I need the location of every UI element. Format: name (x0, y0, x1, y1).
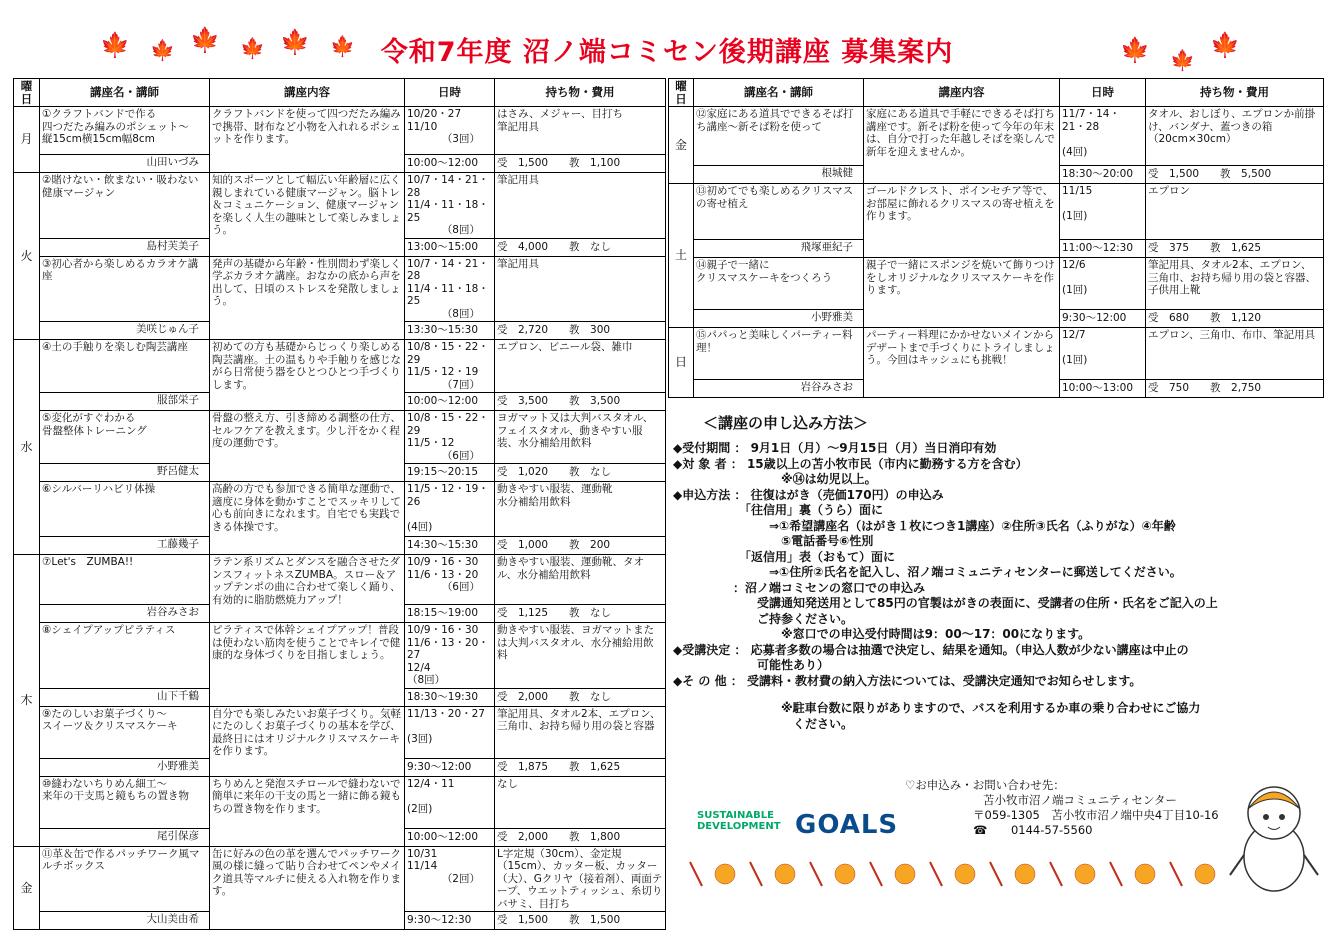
course-time: 9:30～12:00 (1060, 310, 1146, 328)
course-time: 18:30～20:00 (1060, 166, 1146, 184)
course-dates (1060, 328, 1146, 380)
course-fee: 受 3,500 教 3,500 (495, 393, 666, 411)
course-time: 10:00～12:00 (405, 828, 495, 846)
maple-leaf-icon: 🍁 (1210, 31, 1240, 59)
course-row (669, 107, 1324, 166)
course-name: ①クラフトバンドで作る 四つだたみ編みのポシェット～ 縦15cm横15cm幅8cm (40, 107, 210, 155)
course-content: ラテン系リズムとダンスを融合させたダンスフィットネスZUMBA。スロー＆アップテンポの曲に合わせて楽しく踊り、有効的に脂肪燃焼力アップ！ (210, 555, 405, 623)
course-fee: 受 1,500 教 1,100 (495, 155, 666, 173)
day-cell: 水 (14, 340, 40, 555)
course-time: 18:30～19:30 (405, 688, 495, 706)
course-date-list: 10/31 11/14 (407, 847, 438, 872)
application-line: 「往信用」裏（うら）面に (673, 503, 884, 517)
course-session-count: （2回） (441, 872, 480, 885)
course-fee: 受 1,500 教 1,500 (495, 912, 666, 930)
course-row (14, 846, 666, 912)
course-fee: 受 2,000 教 なし (495, 688, 666, 706)
course-items: 筆記用具 (495, 256, 666, 322)
course-dates (405, 173, 495, 239)
day-cell: 金 (14, 846, 40, 930)
course-content: 家庭にある道具で手軽にできるそば打ち講座です。新そば粉を使って今年の年末は、自分で打った年越しそばを楽しんで新年を迎えませんか。 (864, 107, 1060, 184)
course-items: なし (495, 776, 666, 828)
maple-leaf-icon: 🍁 (150, 38, 175, 62)
application-line: ご持参ください。 (673, 611, 854, 626)
col-header-content: 講座内容 (210, 79, 405, 107)
course-dates (405, 411, 495, 464)
course-dates (1060, 107, 1146, 166)
course-name: ⑦Let's ZUMBA!! (40, 555, 210, 605)
course-dates (405, 340, 495, 393)
course-date-list: 12/4・11 (2回) (407, 777, 455, 815)
col-header-day: 曜日 (14, 79, 40, 107)
course-time: 14:30～15:30 (405, 537, 495, 555)
course-fee: 受 1,500 教 5,500 (1146, 166, 1324, 184)
sdgs-goals: GOALS (795, 810, 899, 840)
course-name: ⑩縫わないちりめん細工～ 来年の干支馬と鏡もちの置き物 (40, 776, 210, 828)
course-time: 10:00～12:00 (405, 155, 495, 173)
course-session-count: （7回） (441, 378, 480, 391)
col-header-date: 日時 (405, 79, 495, 107)
course-content: 缶に好みの色の革を選んでパッチワーク風の様に縫って貼り合わせてペンやメイク道具等マルチに使える入れ物を作ります。 (210, 846, 405, 930)
course-time: 18:15～19:00 (405, 605, 495, 623)
course-time: 13:00～15:00 (405, 238, 495, 256)
course-fee: 受 4,000 教 なし (495, 238, 666, 256)
col-header-date: 日時 (1060, 79, 1146, 107)
application-line: ⇒①希望講座名（はがき１枚につき1講座）②住所③氏名（ふりがな）④年齢 (673, 518, 1176, 533)
course-teacher: 山下千鶴 (40, 688, 210, 706)
course-teacher: 岩谷みさお (40, 605, 210, 623)
course-content: 自分でも楽しみたいお菓子づくり。気軽にたのしくお菓子づくりの基本を学び、最終日にはオリジナルクリスマスケーキを作ります。 (210, 706, 405, 776)
course-fee: 受 1,875 教 1,625 (495, 758, 666, 776)
course-dates (405, 623, 495, 689)
course-items: 筆記用具、タオル2本、エプロン、三角巾、お持ち帰り用の袋と容器、子供用上靴 (1146, 258, 1324, 310)
course-teacher: 飛塚亜紀子 (694, 240, 864, 258)
course-time: 10:00～12:00 (405, 393, 495, 411)
course-name: ⑭親子で一緒に クリスマスケーキをつくろう (694, 258, 864, 310)
sdgs-line1: SUSTAINABLE (697, 810, 774, 821)
sdgs-logo (697, 810, 897, 842)
application-line: ※駐車台数に限りがありますので、バスを利用するか車の乗り合わせにご協力 (673, 701, 1201, 715)
page-title: 令和7年度 沼ノ端コミセン後期講座 募集案内 (380, 37, 954, 68)
course-dates (405, 256, 495, 322)
col-header-content: 講座内容 (864, 79, 1060, 107)
course-teacher: 野呂健太 (40, 464, 210, 482)
course-items: 動きやすい服装、運動靴 水分補給用飲料 (495, 482, 666, 537)
phone-icon: ☎ (973, 823, 991, 837)
course-session-count: （8回） (441, 224, 480, 236)
course-fee: 受 680 教 1,120 (1146, 310, 1324, 328)
course-teacher: 山田いづみ (40, 155, 210, 173)
course-teacher: 工藤幾子 (40, 537, 210, 555)
course-date-list: 10/8・15・22・29 11/5・12 (407, 412, 489, 449)
course-fee: 受 1,125 教 なし (495, 605, 666, 623)
course-content: 発声の基礎から年齢・性別問わず楽しく学ぶカラオケ講座。おなかの底から声を出して、日頃のストレスを発散しましょう。 (210, 256, 405, 340)
course-items: エプロン (1146, 184, 1324, 240)
day-cell: 木 (14, 555, 40, 847)
contact-org: 苫小牧市沼ノ端コミュニティセンター (983, 793, 1177, 807)
course-content: ちりめんと発泡スチロールで縫わないで簡単に来年の干支の馬と一緒に飾る鏡もちの置き物を作ります。 (210, 776, 405, 846)
course-teacher: 島村芙美子 (40, 238, 210, 256)
maple-leaf-icon: 🍁 (1120, 36, 1150, 64)
contact-phone-row (905, 823, 1225, 838)
course-content: 知的スポーツとして幅広い年齢層に広く親しまれている健康マージャン。脳トレ＆コミュニケーション、健康マージャンを楽しく人生の趣味として楽しみましょう。 (210, 173, 405, 257)
course-date-list: 10/9・16・30 11/6・13・20 (407, 556, 479, 581)
course-time: 10:00～13:00 (1060, 380, 1146, 398)
course-date-list: 10/8・15・22・29 11/5・12・19 (407, 341, 489, 378)
course-items: 筆記用具、タオル2本、エプロン、三角巾、お持ち帰り用の袋と容器 (495, 706, 666, 758)
application-line: ◆対 象 者 ： 15歳以上の苫小牧市民（市内に勤務する方を含む） (673, 456, 1028, 471)
course-dates (405, 846, 495, 912)
course-content: 親子で一緒にスポンジを焼いて飾りつけをしオリジナルなクリスマスケーキを作ります。 (864, 258, 1060, 328)
right-course-table (668, 78, 1324, 398)
mascot-illustration (1228, 775, 1320, 895)
course-dates (1060, 184, 1146, 240)
course-items: 動きやすい服装、運動靴、タオル、水分補給用飲料 (495, 555, 666, 605)
course-fee: 受 2,720 教 300 (495, 322, 666, 340)
application-line: ◆受付期間 ： 9月1日（月）～9月15日（月）当日消印有効 (673, 441, 997, 455)
course-content: パーティー料理にかかせないメインからデザートまで手づくりにトライしましょう。今回はキッシュにも挑戦！ (864, 328, 1060, 398)
course-row (14, 555, 666, 605)
course-items: エプロン、三角巾、布巾、筆記用具 (1146, 328, 1324, 380)
course-teacher: 小野雅美 (694, 310, 864, 328)
application-line: ※⑭は幼児以上。 (673, 472, 877, 486)
course-content: ゴールドクレスト、ポインセチア等で、お部屋に飾れるクリスマスの寄せ植えを作ります。 (864, 184, 1060, 258)
maple-leaf-icon: 🍁 (240, 36, 265, 60)
course-fee: 受 1,020 教 なし (495, 464, 666, 482)
course-content: 骨盤の整え方、引き締める調整の仕方、セルフケアを教えます。少し汗をかく程度の運動です。 (210, 411, 405, 482)
course-dates (405, 706, 495, 758)
course-name: ⑪革＆缶で作るパッチワーク風マルチボックス (40, 846, 210, 912)
course-name: ⑧シェイプアップピラティス (40, 623, 210, 689)
day-cell: 金 (669, 107, 694, 184)
day-cell: 火 (14, 173, 40, 340)
course-date-list: 11/15 (1回) (1062, 185, 1093, 222)
course-row (14, 706, 666, 758)
course-teacher: 美咲じゅん子 (40, 322, 210, 340)
course-row (14, 482, 666, 537)
course-date-list: 11/5・12・19・26 (4回) (407, 483, 489, 533)
course-dates (405, 555, 495, 605)
course-content: ピラティスで体幹シェイプアップ！普段は使わない筋肉を使うことでキレイで健康的な身体づくりを目指しましょう。 (210, 623, 405, 707)
heart-icon: ♡ (905, 778, 916, 792)
course-dates (405, 107, 495, 155)
application-line (673, 689, 1323, 701)
col-header-items: 持ち物・費用 (495, 79, 666, 107)
application-line: ：沼ノ端コミセンの窓口での申込み (673, 580, 926, 595)
course-time: 11:00～12:30 (1060, 240, 1146, 258)
course-time: 9:30～12:00 (405, 758, 495, 776)
course-teacher: 服部栄子 (40, 393, 210, 411)
course-date-list: 11/7・14・21・28 (4回) (1062, 108, 1120, 158)
course-name: ⑮パパっと美味しくパーティー料理！ (694, 328, 864, 380)
maple-leaf-icon: 🍁 (330, 34, 355, 58)
contact-label-row (905, 778, 1225, 793)
course-items: 筆記用具 (495, 173, 666, 239)
course-name: ⑥シルバーリハビリ体操 (40, 482, 210, 537)
course-name: ④土の手触りを楽しむ陶芸講座 (40, 340, 210, 393)
col-header-items: 持ち物・費用 (1146, 79, 1324, 107)
left-course-table (13, 78, 666, 930)
course-date-list: 10/7・14・21・28 11/4・11・18・25 (407, 174, 489, 224)
maple-leaf-icon: 🍁 (1170, 48, 1195, 72)
course-name: ⑤変化がすぐわかる 骨盤整体トレーニング (40, 411, 210, 464)
header (0, 0, 1334, 78)
application-line: ◆申込方法 ： 往復はがき（売価170円）の申込み (673, 487, 944, 502)
course-teacher: 岩谷みさお (694, 380, 864, 398)
course-date-list: 12/6 (1回) (1062, 259, 1088, 296)
application-line: 「返信用」表（おもて）面に (673, 549, 896, 564)
course-session-count: （6回） (441, 581, 480, 593)
course-name: ②賭けない・飲まない・吸わない健康マージャン (40, 173, 210, 239)
contact-label: お申込み・お問い合わせ先： (915, 778, 1065, 792)
course-fee: 受 2,000 教 1,800 (495, 828, 666, 846)
course-session-count: （3回） (441, 133, 480, 145)
course-row (669, 328, 1324, 380)
application-line: ⑤電話番号⑥性別 (673, 534, 874, 548)
maple-leaf-icon: 🍁 (190, 26, 220, 54)
course-items: L字定規（30cm）、金定規（15cm）、カッター板、カッター（大）、Gクリヤ（接着剤）、両面テープ、ウエットティッシュ、糸切りバサミ、目打ち (495, 846, 666, 912)
application-line: ◆そ の 他 ： 受講料・教材費の納入方法については、受講決定通知でお知らせします。 (673, 673, 1142, 688)
maple-leaf-icon: 🍁 (280, 28, 310, 56)
course-row (14, 623, 666, 689)
course-fee: 受 750 教 2,750 (1146, 380, 1324, 398)
application-line: 受講通知発送用として85円の官製はがきの表面に、受講者の住所・氏名をご記入の上 (673, 596, 1218, 610)
course-row (669, 184, 1324, 240)
course-date-list: 11/13・20・27 (3回) (407, 707, 485, 745)
course-dates (405, 776, 495, 828)
course-content: クラフトバンドを使って四つだたみ編みで携帯、財布など小物を入れれるポシェットを作ります。 (210, 107, 405, 173)
course-items: ヨガマット又は大判バスタオル、フェイスタオル、動きやすい服装、水分補給用飲料 (495, 411, 666, 464)
course-name: ⑫家庭にある道具でできるそば打ち講座～新そば粉を使って (694, 107, 864, 166)
course-time: 9:30～12:30 (405, 912, 495, 930)
course-session-count: （8回） (441, 307, 480, 320)
course-dates (1060, 258, 1146, 310)
course-time: 19:15～20:15 (405, 464, 495, 482)
course-fee: 受 375 教 1,625 (1146, 240, 1324, 258)
application-title: ＜講座の申し込み方法＞ (703, 414, 869, 432)
col-header-name: 講座名・講師 (40, 79, 210, 107)
application-line: ⇒①住所②氏名を記入し、沼ノ端コミュニティセンターに郵送してください。 (673, 565, 1182, 579)
course-teacher: 小野雅美 (40, 758, 210, 776)
course-row (14, 776, 666, 828)
course-name: ③初心者から楽しめるカラオケ講座 (40, 256, 210, 322)
course-teacher: 根城健 (694, 166, 864, 184)
course-row (14, 411, 666, 464)
maple-leaf-icon: 🍁 (100, 31, 130, 59)
application-line: ください。 (673, 716, 854, 731)
course-date-list: 12/7 (1回) (1062, 329, 1088, 366)
contact-info (905, 778, 1225, 838)
course-dates (405, 482, 495, 537)
course-items: はさみ、メジャー、目打ち 筆記用具 (495, 107, 666, 155)
col-header-day: 曜日 (669, 79, 694, 107)
dragonfly-persimmon-decoration (680, 852, 1220, 892)
contact-phone: 0144-57-5560 (1010, 823, 1093, 837)
contact-address: 〒059-1305 苫小牧市沼ノ端中央4丁目10-16 (973, 808, 1219, 822)
course-items: 動きやすい服装、ヨガマットまたは大判バスタオル、水分補給用飲料 (495, 623, 666, 689)
col-header-name: 講座名・講師 (694, 79, 864, 107)
course-teacher: 尾引保彦 (40, 828, 210, 846)
day-cell: 月 (14, 107, 40, 173)
course-name: ⑬初めてでも楽しめるクリスマスの寄せ植え (694, 184, 864, 240)
course-content: 初めての方も基礎からじっくり楽しめる陶芸講座。土の温もりや手触りを感じながら日常使う器をひとつひとつ手づくりします。 (210, 340, 405, 411)
application-line: ◆受講決定 ： 応募者多数の場合は抽選で決定し、結果を通知。（申込人数が少ない講座は中止の (673, 642, 1189, 657)
course-row (14, 256, 666, 322)
course-items: エプロン、ビニール袋、雑巾 (495, 340, 666, 393)
course-row (14, 107, 666, 155)
application-line: 可能性あり） (673, 658, 830, 672)
application-line: ※窓口での申込受付時間は9：00～17：00になります。 (673, 627, 1091, 641)
day-cell: 土 (669, 184, 694, 328)
sdgs-line2: DEVELOPMENT (697, 821, 781, 832)
course-date-list: 10/20・27 11/10 (407, 108, 462, 133)
course-session-count: （6回） (441, 449, 480, 462)
course-content: 高齢の方でも参加できる簡単な運動で、適度に身体を動かすことでスッキリして心も前向きになれます。自宅でも実践できる体操です。 (210, 482, 405, 555)
course-row (14, 173, 666, 239)
course-items: タオル、おしぼり、エプロンか前掛け、バンダナ、蓋つきの箱 （20cm×30cm） (1146, 107, 1324, 166)
course-date-list: 10/9・16・30 11/6・13・20・27 12/4 （8回） (407, 624, 489, 686)
day-cell: 日 (669, 328, 694, 398)
course-row (14, 340, 666, 393)
course-fee: 受 1,000 教 200 (495, 537, 666, 555)
course-date-list: 10/7・14・21・28 11/4・11・18・25 (407, 257, 489, 307)
course-name: ⑨たのしいお菓子づくり～ スイーツ＆クリスマスケーキ (40, 706, 210, 758)
course-row (669, 258, 1324, 310)
course-time: 13:30～15:30 (405, 322, 495, 340)
application-info (673, 412, 1323, 732)
course-teacher: 大山美由希 (40, 912, 210, 930)
